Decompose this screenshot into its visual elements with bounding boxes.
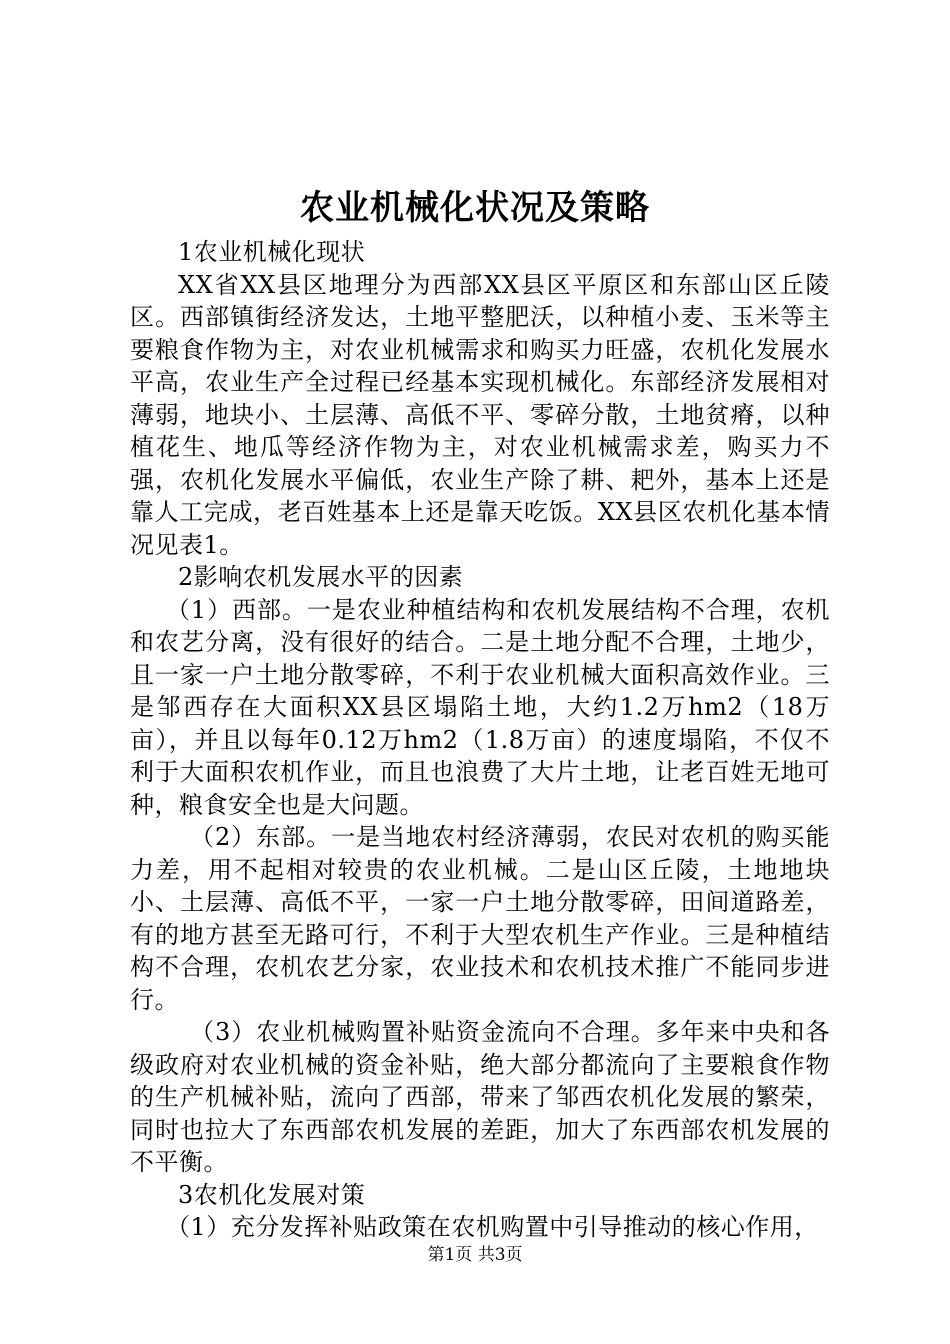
paragraph-current-status: XX省XX县区地理分为西部XX县区平原区和东部山区丘陵区。西部镇街经济发达，土地平整肥沃，以种植小麦、玉米等主要粮食作物为主，对农业机械需求和购买力旺盛，农机化发展水平高，农业生产全过程已经基本实现机械化。东部经济发展相对薄弱，地块小、土层薄、高低不平、零碎分散，土地贫瘠，以种植花生、地瓜等经济作物为主，对农业机械需求差，购买力不强，农机化发展水平偏低，农业生产除了耕、耙外，基本上还是靠人工完成，老百姓基本上还是靠天吃饭。XX县区农机化基本情况见表1。 bbox=[130, 270, 830, 559]
page-footer: 第1页 共3页 bbox=[427, 1245, 523, 1265]
paragraph-east: （2）东部。一是当地农村经济薄弱，农民对农机的购买能力差，用不起相对较贵的农业机械。二是山区丘陵，土地地块小、土层薄、高低不平，一家一户土地分散零碎，田间道路差，有的地方甚至无路可行，不利于大型农机生产作业。三是种植结构不合理，农机农艺分家，农业技术和农机技术推广不能同步进行。 bbox=[130, 823, 830, 1014]
paragraph-subsidy: （3）农业机械购置补贴资金流向不合理。多年来中央和各级政府对农业机械的资金补贴，绝大部分都流向了主要粮食作物的生产机械补贴，流向了西部，带来了邹西农机化发展的繁荣，同时也拉大了东西部农机发展的差距，加大了东西部农机发展的不平衡。 bbox=[130, 1018, 830, 1176]
paragraph-countermeasure-1: （1）充分发挥补贴政策在农机购置中引导推动的核心作用， bbox=[166, 1213, 819, 1241]
section-heading-2: 2影响农机发展水平的因素 bbox=[178, 563, 464, 591]
section-heading-3: 3农机化发展对策 bbox=[178, 1180, 366, 1209]
document-title: 农业机械化状况及策略 bbox=[300, 188, 650, 228]
section-heading-1: 1农业机械化现状 bbox=[178, 238, 366, 266]
paragraph-west: （1）西部。一是农业种植结构和农机发展结构不合理，农机和农艺分离，没有很好的结合。二是土地分配不合理，土地少，且一家一户土地分散零碎，不利于农业机械大面积高效作业。三是邹西存在大面积XX县区塌陷土地，大约1.2万hm2（18万亩），并且以每年0.12万hm2（1.8万亩）的速度塌陷，不仅不利于大面积农机作业，而且也浪费了大片土地，让老百姓无地可种，粮食安全也是大问题。 bbox=[130, 595, 830, 819]
document-body bbox=[130, 236, 830, 1244]
